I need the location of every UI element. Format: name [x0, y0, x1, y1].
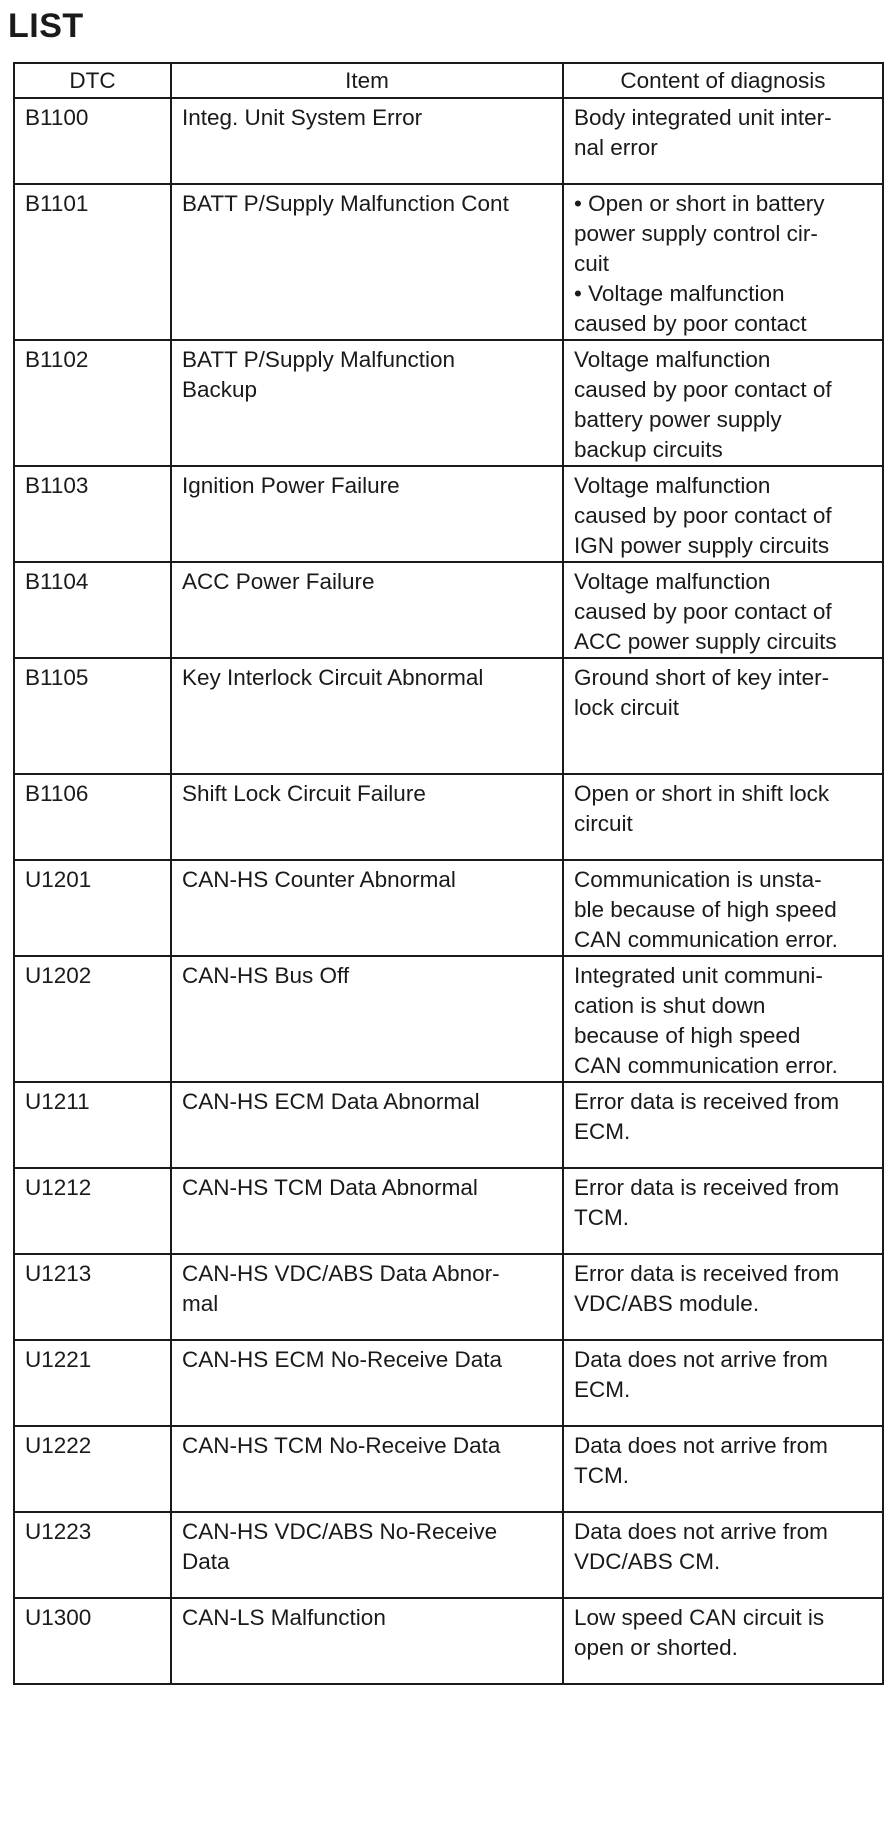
diagnosis-text-line: Open or short in shift lock — [574, 781, 830, 806]
item-text-line: CAN-HS TCM No-Receive Data — [182, 1433, 501, 1458]
diagnosis-content-cell — [563, 184, 883, 340]
diagnosis-text-line: Voltage malfunction — [574, 347, 771, 372]
column-header-content: Content of diagnosis — [563, 63, 883, 98]
diagnosis-content-cell — [563, 1168, 883, 1254]
item-text-line: Key Interlock Circuit Abnormal — [182, 665, 484, 690]
item-text-line: Data — [182, 1549, 230, 1574]
table-row — [14, 562, 883, 658]
dtc-code-cell: B1106 — [14, 774, 171, 860]
diagnosis-text-line: cuit — [574, 251, 610, 276]
column-header-item: Item — [171, 63, 563, 98]
table-row — [14, 1082, 883, 1168]
item-cell — [171, 1598, 563, 1684]
item-cell — [171, 1512, 563, 1598]
table-row — [14, 860, 883, 956]
diagnosis-text-line: caused by poor contact — [574, 311, 807, 336]
item-cell — [171, 1254, 563, 1340]
table-row — [14, 658, 883, 774]
table-row — [14, 774, 883, 860]
dtc-code-cell: U1212 — [14, 1168, 171, 1254]
table-row — [14, 956, 883, 1082]
table-row — [14, 1254, 883, 1340]
item-text-line: Backup — [182, 377, 258, 402]
diagnosis-content-cell — [563, 774, 883, 860]
diagnosis-text-line: CAN communication error. — [574, 927, 838, 952]
page-title: LIST — [8, 7, 84, 45]
diagnosis-text-line: caused by poor contact of — [574, 503, 832, 528]
diagnosis-text-line: Error data is received from — [574, 1175, 840, 1200]
dtc-code-cell: U1213 — [14, 1254, 171, 1340]
item-text-line: CAN-HS Bus Off — [182, 963, 350, 988]
item-cell — [171, 956, 563, 1082]
diagnosis-text-line: VDC/ABS CM. — [574, 1549, 721, 1574]
diagnosis-content-cell — [563, 1082, 883, 1168]
diagnosis-text-line: Error data is received from — [574, 1089, 840, 1114]
diagnosis-text-line: circuit — [574, 811, 633, 836]
diagnosis-text-line: • Voltage malfunction — [574, 281, 785, 306]
table-row — [14, 1512, 883, 1598]
item-text-line: BATT P/Supply Malfunction Cont — [182, 191, 509, 216]
item-text-line: CAN-LS Malfunction — [182, 1605, 386, 1630]
diagnosis-text-line: Communication is unsta- — [574, 867, 822, 892]
diagnosis-text-line: VDC/ABS module. — [574, 1291, 760, 1316]
column-header-dtc: DTC — [14, 63, 171, 98]
diagnosis-text-line: lock circuit — [574, 695, 680, 720]
diagnosis-content-cell — [563, 956, 883, 1082]
item-cell — [171, 184, 563, 340]
table-row — [14, 1168, 883, 1254]
item-cell — [171, 1426, 563, 1512]
dtc-code-cell: B1102 — [14, 340, 171, 466]
table-row — [14, 1340, 883, 1426]
diagnosis-text-line: Ground short of key inter- — [574, 665, 830, 690]
diagnosis-text-line: ble because of high speed — [574, 897, 837, 922]
diagnosis-text-line: because of high speed — [574, 1023, 801, 1048]
item-text-line: CAN-HS VDC/ABS Data Abnor- — [182, 1261, 500, 1286]
diagnosis-text-line: • Open or short in battery — [574, 191, 825, 216]
item-text-line: BATT P/Supply Malfunction — [182, 347, 456, 372]
diagnosis-content-cell — [563, 1340, 883, 1426]
item-text-line: CAN-HS Counter Abnormal — [182, 867, 456, 892]
item-text-line: ACC Power Failure — [182, 569, 375, 594]
diagnosis-text-line: IGN power supply circuits — [574, 533, 830, 558]
diagnosis-text-line: Integrated unit communi- — [574, 963, 823, 988]
diagnosis-text-line: ACC power supply circuits — [574, 629, 837, 654]
item-text-line: CAN-HS ECM No-Receive Data — [182, 1347, 503, 1372]
diagnosis-content-cell — [563, 658, 883, 774]
dtc-code-cell: B1104 — [14, 562, 171, 658]
diagnosis-text-line: CAN communication error. — [574, 1053, 838, 1078]
item-text-line: Shift Lock Circuit Failure — [182, 781, 426, 806]
dtc-code-cell: B1100 — [14, 98, 171, 184]
diagnosis-text-line: Voltage malfunction — [574, 569, 771, 594]
diagnosis-text-line: Voltage malfunction — [574, 473, 771, 498]
diagnosis-text-line: ECM. — [574, 1377, 631, 1402]
item-cell — [171, 1082, 563, 1168]
table-body — [14, 98, 883, 1684]
table-header-row — [14, 63, 883, 98]
item-cell — [171, 1340, 563, 1426]
diagnosis-text-line: cation is shut down — [574, 993, 766, 1018]
table-row — [14, 1426, 883, 1512]
item-text-line: Integ. Unit System Error — [182, 105, 423, 130]
diagnosis-content-cell — [563, 1254, 883, 1340]
dtc-code-cell: U1201 — [14, 860, 171, 956]
diagnosis-text-line: nal error — [574, 135, 658, 160]
diagnosis-content-cell — [563, 466, 883, 562]
dtc-code-cell: B1105 — [14, 658, 171, 774]
diagnosis-text-line: backup circuits — [574, 437, 723, 462]
diagnosis-text-line: TCM. — [574, 1205, 629, 1230]
item-text-line: mal — [182, 1291, 219, 1316]
item-cell — [171, 1168, 563, 1254]
dtc-code-cell: U1300 — [14, 1598, 171, 1684]
diagnosis-content-cell — [563, 860, 883, 956]
diagnosis-text-line: Low speed CAN circuit is — [574, 1605, 825, 1630]
dtc-code-cell: U1221 — [14, 1340, 171, 1426]
dtc-code-cell: U1223 — [14, 1512, 171, 1598]
item-cell — [171, 860, 563, 956]
item-text-line: CAN-HS ECM Data Abnormal — [182, 1089, 480, 1114]
table-row — [14, 340, 883, 466]
dtc-code-cell: U1211 — [14, 1082, 171, 1168]
item-text-line: Ignition Power Failure — [182, 473, 400, 498]
diagnosis-content-cell — [563, 1512, 883, 1598]
diagnosis-text-line: Data does not arrive from — [574, 1519, 828, 1544]
diagnosis-text-line: battery power supply — [574, 407, 782, 432]
table-row — [14, 98, 883, 184]
table-row — [14, 466, 883, 562]
diagnosis-text-line: TCM. — [574, 1463, 629, 1488]
diagnosis-content-cell — [563, 98, 883, 184]
diagnosis-content-cell — [563, 340, 883, 466]
table-row — [14, 1598, 883, 1684]
dtc-code-cell: U1222 — [14, 1426, 171, 1512]
diagnosis-text-line: Data does not arrive from — [574, 1433, 828, 1458]
item-cell — [171, 562, 563, 658]
dtc-list-table — [13, 62, 884, 1685]
diagnosis-text-line: caused by poor contact of — [574, 599, 832, 624]
item-cell — [171, 658, 563, 774]
diagnosis-text-line: Data does not arrive from — [574, 1347, 828, 1372]
item-text-line: CAN-HS VDC/ABS No-Receive — [182, 1519, 498, 1544]
diagnosis-text-line: open or shorted. — [574, 1635, 738, 1660]
diagnosis-text-line: power supply control cir- — [574, 221, 818, 246]
item-text-line: CAN-HS TCM Data Abnormal — [182, 1175, 478, 1200]
diagnosis-text-line: ECM. — [574, 1119, 631, 1144]
dtc-code-cell: B1101 — [14, 184, 171, 340]
diagnosis-text-line: Body integrated unit inter- — [574, 105, 832, 130]
diagnosis-content-cell — [563, 562, 883, 658]
dtc-code-cell: U1202 — [14, 956, 171, 1082]
diagnosis-text-line: Error data is received from — [574, 1261, 840, 1286]
diagnosis-content-cell — [563, 1598, 883, 1684]
item-cell — [171, 98, 563, 184]
item-cell — [171, 466, 563, 562]
item-cell — [171, 774, 563, 860]
item-cell — [171, 340, 563, 466]
diagnosis-content-cell — [563, 1426, 883, 1512]
diagnosis-text-line: caused by poor contact of — [574, 377, 832, 402]
dtc-code-cell: B1103 — [14, 466, 171, 562]
table-row — [14, 184, 883, 340]
